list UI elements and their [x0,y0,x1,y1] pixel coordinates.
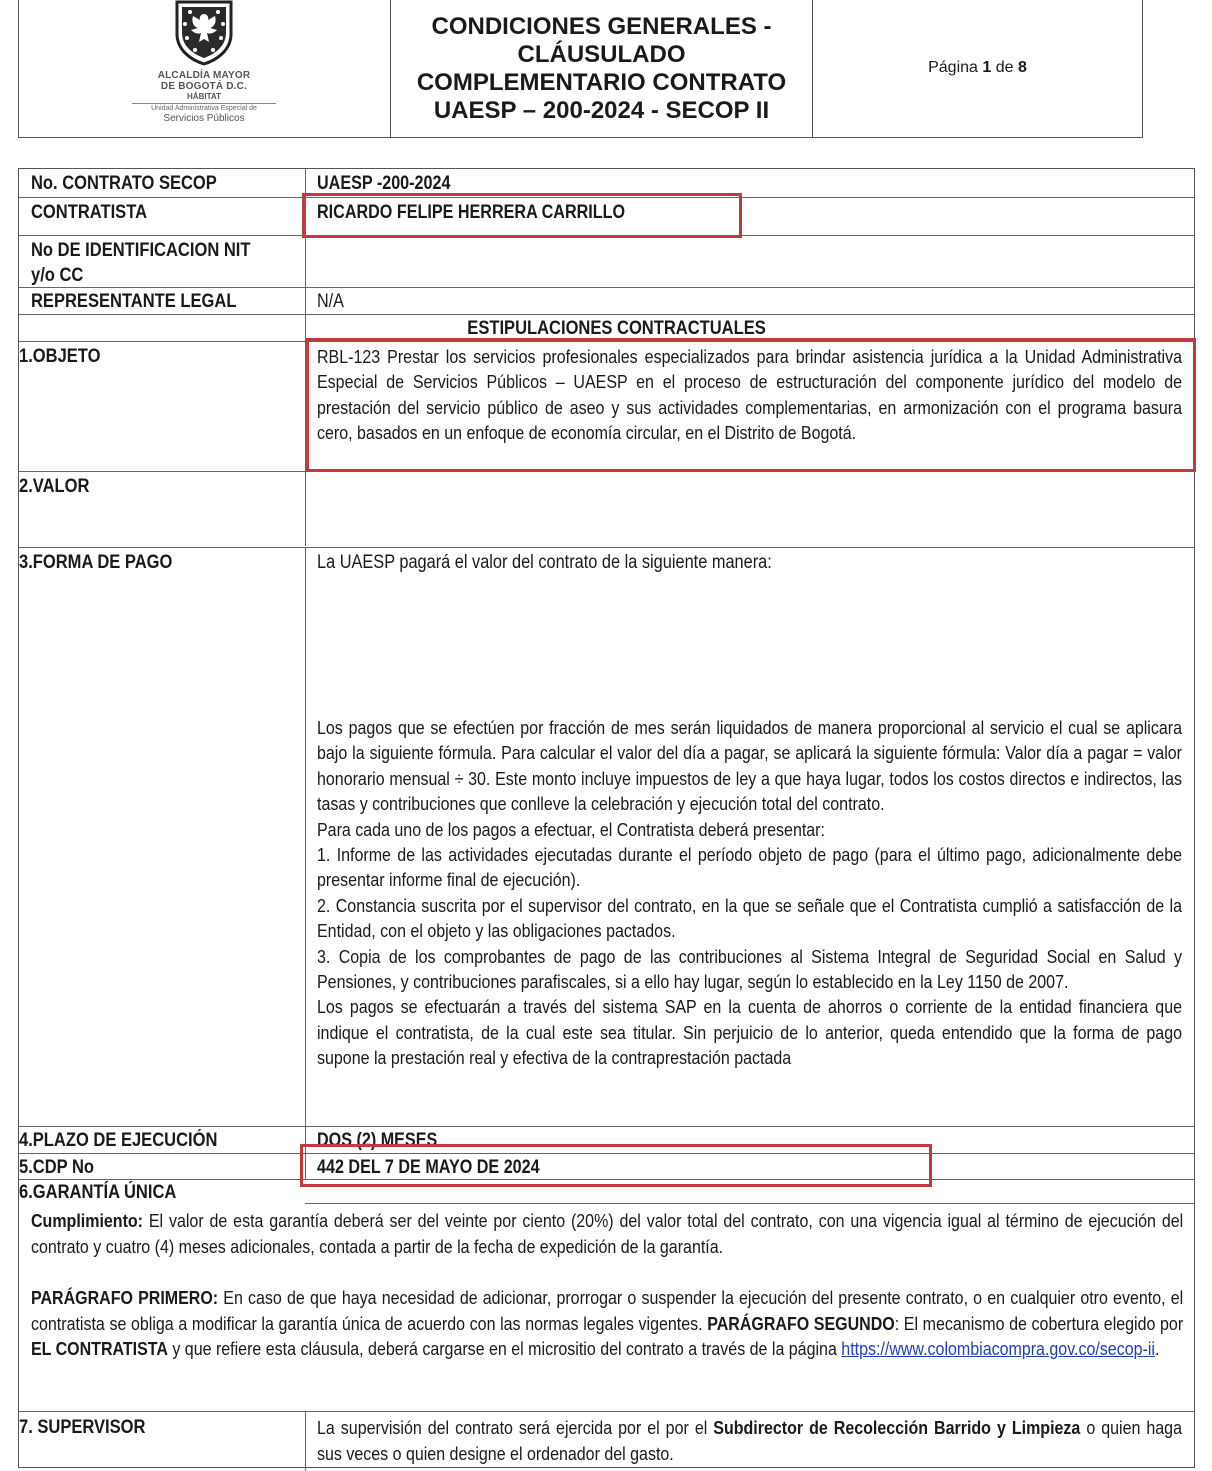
forma-pago-p3: 1. Informe de las actividades ejecutadas durante el período objeto de pago (para el último pago, adicionalmente debe presentar informe final de ejecución). [317,844,1182,891]
plazo-value: DOS (2) MESES [317,1130,438,1151]
logo-line-4: Unidad Administrativa Especial de [132,103,276,113]
identificacion-label-line1: No DE IDENTIFICACION NIT [31,240,251,261]
forma-pago-p1: Los pagos que se efectúen por fracción de mes serán liquidados de manera proporcional al servicio el cual se aplicara bajo la siguiente fórmula. Para calcular el valor del día a pagar, se aplicará la siguiente fórmula: Valor día a pagar = valor honorario mensual ÷ 30. Este monto incluye impuestos de ley a que haya lugar, todos los costos directos e indirectos, las tasas y contribuciones que conlleve la celebración y ejecución total del contrato. [317,717,1182,815]
page-indicator [813,0,1142,137]
representante-value: N/A [317,291,344,312]
cumplimiento-label: Cumplimiento: [31,1210,144,1231]
document-title: CONDICIONES GENERALES - CLÁUSULADO COMPLEMENTARIO CONTRATO UAESP – 200-2024 - SECOP II [391,0,813,137]
contratista-value: RICARDO FELIPE HERRERA CARRILLO [317,202,626,223]
supervisor-bold: Subdirector de Recolección Barrido y Limpieza [713,1417,1081,1438]
paragrafo-segundo-text-b: y que refiere esta cláusula, deberá cargarse en el micrositio del contrato a través de la página [167,1338,842,1360]
header-logo-cell [19,0,391,137]
el-contratista-bold: EL CONTRATISTA [31,1338,168,1360]
alcaldia-logo [124,0,284,138]
contract-table [18,168,1195,1468]
cdp-label: 5.CDP No [19,1157,95,1178]
logo-line-2: DE BOGOTÁ D.C. [160,81,248,92]
forma-pago-body [317,715,1182,1071]
secop-link[interactable]: https://www.colombiacompra.gov.co/secop-ii [841,1338,1155,1360]
page-number: 1 [982,58,992,76]
logo-line-5: Servicios Públicos [163,113,245,124]
objeto-value: RBL-123 Prestar los servicios profesionales especializados para brindar asistencia jurídica a la Unidad Administrativa Especial de Servicios Públicos – UAESP en el proceso de estructuración del componente jurídico del modelo de prestación del servicio público de aseo y sus actividades complementarias, en armonización con el programa basura cero, basados en un enfoque de economía circular, en el Distrito de Bogotá. [317,346,1182,444]
forma-pago-p4: 2. Constancia suscrita por el supervisor del contrato, en la que se señale que el Contratista cumplió a satisfacción de la Entidad, con el objeto y las obligaciones pactados. [317,894,1182,942]
objeto-label: 1.OBJETO [19,346,101,367]
garantia-body [31,1208,1183,1362]
forma-pago-p2: Para cada uno de los pagos a efectuar, el Contratista deberá presentar: [317,818,825,840]
forma-pago-label: 3.FORMA DE PAGO [19,552,173,573]
page-total: 8 [1017,58,1027,76]
plazo-label: 4.PLAZO DE EJECUCIÓN [19,1130,218,1151]
forma-pago-p6: Los pagos se efectuarán a través del sistema SAP en la cuenta de ahorros o corriente de la entidad financiera que indique el contratista, de la cual este sea titular. Sin perjuicio de lo anterior, queda entendido que la forma de pago supone la prestación real y efectiva de la contraprestación pactada [317,996,1182,1069]
document-header [18,0,1143,138]
page-label: Página [928,58,978,76]
section-title [19,316,1194,341]
supervisor-label: 7. SUPERVISOR [19,1417,146,1438]
cumplimiento-paragraph [31,1208,1183,1259]
forma-pago-p5: 3. Copia de los comprobantes de pago de las contribuciones al Sistema Integral de Seguridad Social en Salud y Pensiones, y contribuciones parafiscales, si a ello hay lugar, según lo establecido en la Ley 1150 de 2007. [317,945,1182,993]
valor-label: 2.VALOR [19,476,90,497]
logo-line-1: ALCALDÍA MAYOR [157,70,251,81]
forma-pago-intro: La UAESP pagará el valor del contrato de la siguiente manera: [317,552,772,573]
garantia-label: 6.GARANTÍA ÚNICA [19,1182,177,1203]
paragrafo-segundo-text-a: : El mecanismo de cobertura elegido por [894,1312,1184,1334]
paragrafo-paragraph [31,1285,1183,1362]
supervisor-text-b: o quien haga sus veces o quien designe el ordenador del gasto. [317,1417,1182,1464]
contrato-label: No. CONTRATO SECOP [31,173,217,194]
identificacion-label-line2: y/o CC [31,265,84,286]
paragrafo-primero-text: En caso de que haya necesidad de adicionar, prorrogar o suspender la ejecución del presente contrato, o en cualquier otro evento, el contratista se obliga a modificar la garantía única de acuerdo con las normas legales vigentes. [31,1287,1184,1334]
bogota-coat-of-arms-icon [171,0,237,66]
page-of: de [995,58,1014,76]
contratista-label: CONTRATISTA [31,202,148,223]
representante-label: REPRESENTANTE LEGAL [31,291,237,312]
section-title-text: ESTIPULACIONES CONTRACTUALES [467,318,766,339]
supervisor-text-a: La supervisión del contrato será ejercida por el por el [317,1417,714,1438]
cumplimiento-text: El valor de esta garantía deberá ser del veinte por ciento (20%) del valor total del contrato, con una vigencia igual al término de ejecución del contrato y cuatro (4) meses adicionales, contada a partir de la fecha de expedición de la garantía. [31,1210,1184,1257]
supervisor-value [317,1415,1182,1466]
contrato-value: UAESP -200-2024 [317,173,451,194]
paragrafo-segundo-label: PARÁGRAFO SEGUNDO [707,1312,895,1334]
cdp-value: 442 DEL 7 DE MAYO DE 2024 [317,1157,540,1178]
paragrafo-end: . [1154,1338,1160,1360]
paragrafo-primero-label: PARÁGRAFO PRIMERO: [31,1287,219,1309]
logo-line-3: HÁBITAT [187,92,221,101]
